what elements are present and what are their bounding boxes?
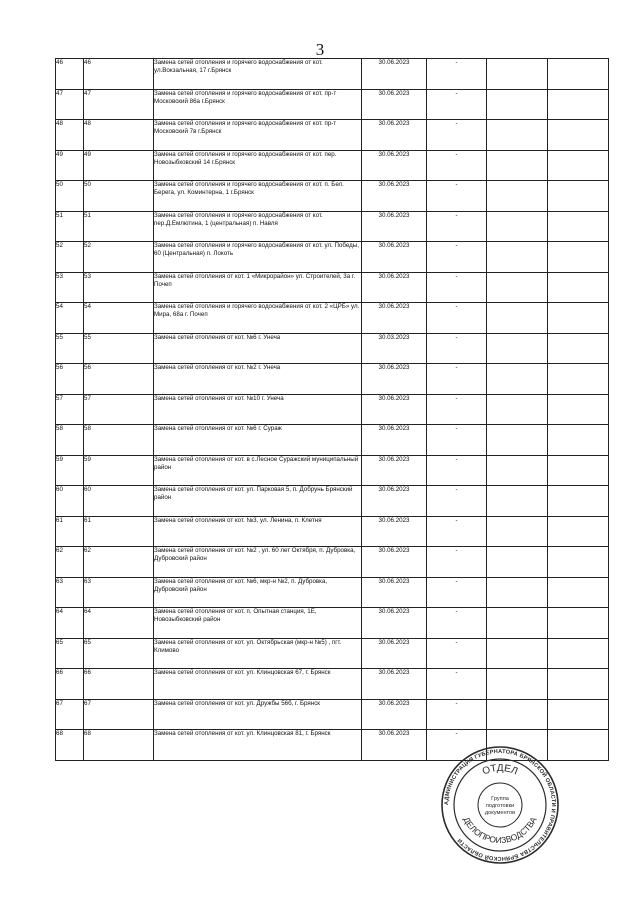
row-subnumber: 47 [84, 89, 154, 120]
row-description: Замена сетей отопления от кот. №6 г. Сураж [154, 425, 362, 456]
row-date: 30.06.2023 [362, 577, 427, 608]
row-empty-cell [487, 59, 548, 90]
row-value: - [427, 181, 487, 212]
row-empty-cell [487, 638, 548, 669]
row-value: - [427, 89, 487, 120]
table-row [56, 516, 609, 547]
row-date: 30.06.2023 [362, 486, 427, 517]
row-subnumber: 65 [84, 638, 154, 669]
row-empty-cell [487, 89, 548, 120]
row-subnumber: 52 [84, 242, 154, 273]
row-description: Замена сетей отопления и горячего водоснабжения от кот. пр-т Московский 7в г.Брянск [154, 120, 362, 151]
stamp-arc-bottom: ДЕЛОПРОИЗВОДСТВА [461, 815, 539, 846]
stamp-ring-text: АДМИНИСТРАЦИЯ ГУБЕРНАТОРА БРЯНСКОЙ ОБЛАСТИ И ПРАВИТЕЛЬСТВА БРЯНСКОЙ ОБЛАСТИ [443, 748, 557, 862]
table-row [56, 364, 609, 395]
row-number: 50 [56, 181, 84, 212]
row-number: 58 [56, 425, 84, 456]
row-value: - [427, 59, 487, 90]
row-date: 30.03.2023 [362, 333, 427, 364]
table-row [56, 486, 609, 517]
row-empty-cell [548, 425, 609, 456]
table-row [56, 120, 609, 151]
row-number: 60 [56, 486, 84, 517]
row-description: Замена сетей отопления и горячего водоснабжения от кот. пер.Д.Емлютина, 1 (центральная) п. Навля [154, 211, 362, 242]
row-number: 67 [56, 699, 84, 730]
row-date: 30.06.2023 [362, 547, 427, 578]
row-empty-cell [487, 364, 548, 395]
row-date: 30.06.2023 [362, 516, 427, 547]
row-date: 30.06.2023 [362, 120, 427, 151]
row-description: Замена сетей отопления от кот. 1 «Микрорайон» ул. Строителей, 3а г. Почеп [154, 272, 362, 303]
row-value: - [427, 730, 487, 761]
row-description: Замена сетей отопления от кот. ул. Клинцовская 67, г. Брянск [154, 669, 362, 700]
row-description: Замена сетей отопления и горячего водоснабжения от кот. п. Бел. Берега, ул. Коминтерна, 1 г.Брянск [154, 181, 362, 212]
table-row [56, 333, 609, 364]
row-subnumber: 58 [84, 425, 154, 456]
row-subnumber: 62 [84, 547, 154, 578]
row-date: 30.06.2023 [362, 455, 427, 486]
row-description: Замена сетей отопления и горячего водоснабжения от кот. пр-т Московский 86а г.Брянск [154, 89, 362, 120]
table-row [56, 303, 609, 334]
row-empty-cell [487, 608, 548, 639]
row-date: 30.06.2023 [362, 242, 427, 273]
row-empty-cell [548, 364, 609, 395]
row-number: 53 [56, 272, 84, 303]
row-value: - [427, 486, 487, 517]
row-subnumber: 53 [84, 272, 154, 303]
row-value: - [427, 699, 487, 730]
row-description: Замена сетей отопления от кот. №6 г. Унеча [154, 333, 362, 364]
row-date: 30.06.2023 [362, 730, 427, 761]
row-value: - [427, 242, 487, 273]
row-empty-cell [548, 516, 609, 547]
row-empty-cell [487, 211, 548, 242]
row-empty-cell [548, 455, 609, 486]
row-subnumber: 56 [84, 364, 154, 395]
row-subnumber: 50 [84, 181, 154, 212]
row-date: 30.06.2023 [362, 699, 427, 730]
row-subnumber: 59 [84, 455, 154, 486]
table-row [56, 455, 609, 486]
row-empty-cell [487, 547, 548, 578]
row-empty-cell [548, 120, 609, 151]
row-value: - [427, 577, 487, 608]
row-value: - [427, 516, 487, 547]
row-empty-cell [487, 577, 548, 608]
stamp-arc-top: ОТДЕЛ [480, 762, 520, 778]
row-description: Замена сетей отопления и горячего водоснабжения от кот. пер. Новозыбковский 14 г.Брянск [154, 150, 362, 181]
row-number: 47 [56, 89, 84, 120]
row-description: Замена сетей отопления от кот. ул. Парковая 5, п. Добрунь Брянский район [154, 486, 362, 517]
row-subnumber: 48 [84, 120, 154, 151]
table-row [56, 425, 609, 456]
row-value: - [427, 120, 487, 151]
row-empty-cell [487, 150, 548, 181]
row-description: Замена сетей отопления от кот. №2 , ул. 60 лет Октября, п. Дубровка, Дубровский район [154, 547, 362, 578]
row-value: - [427, 303, 487, 334]
table-row [56, 608, 609, 639]
row-description: Замена сетей отопления от кот. ул. Октябрьская (мкр-н №5) , пгт. Климово [154, 638, 362, 669]
row-number: 66 [56, 669, 84, 700]
row-empty-cell [487, 394, 548, 425]
row-value: - [427, 364, 487, 395]
row-number: 56 [56, 364, 84, 395]
row-empty-cell [548, 608, 609, 639]
row-empty-cell [487, 272, 548, 303]
row-date: 30.06.2023 [362, 181, 427, 212]
table-row [56, 638, 609, 669]
row-empty-cell [487, 669, 548, 700]
row-subnumber: 63 [84, 577, 154, 608]
row-empty-cell [548, 547, 609, 578]
row-number: 46 [56, 59, 84, 90]
page-number: 3 [315, 40, 325, 59]
row-value: - [427, 211, 487, 242]
table-row [56, 181, 609, 212]
row-subnumber: 61 [84, 516, 154, 547]
table-row [56, 669, 609, 700]
row-empty-cell [487, 242, 548, 273]
row-description: Замена сетей отопления и горячего водоснабжения от кот. ул.Вокзальная, 17 г.Брянск [154, 59, 362, 90]
row-value: - [427, 272, 487, 303]
row-number: 68 [56, 730, 84, 761]
table-row [56, 211, 609, 242]
row-date: 30.06.2023 [362, 608, 427, 639]
row-empty-cell [487, 303, 548, 334]
row-description: Замена сетей отопления от кот. ул. Дружбы 56б, г. Брянск [154, 699, 362, 730]
row-subnumber: 49 [84, 150, 154, 181]
row-empty-cell [548, 89, 609, 120]
row-subnumber: 55 [84, 333, 154, 364]
stamp-center-line-2: подготовки [485, 803, 515, 809]
row-empty-cell [548, 211, 609, 242]
row-description: Замена сетей отопления от кот. в с.Лесное Суражский муниципальный район [154, 455, 362, 486]
row-empty-cell [548, 699, 609, 730]
table-body [56, 59, 609, 761]
row-date: 30.06.2023 [362, 150, 427, 181]
row-empty-cell [548, 638, 609, 669]
table-row [56, 547, 609, 578]
row-value: - [427, 638, 487, 669]
row-number: 62 [56, 547, 84, 578]
row-date: 30.06.2023 [362, 272, 427, 303]
row-value: - [427, 394, 487, 425]
row-description: Замена сетей отопления и горячего водоснабжения от кот. 2 «ЦРБ» ул. Мира, 68а г. Почеп [154, 303, 362, 334]
stamp-center-line-1: Группа [491, 796, 509, 802]
row-empty-cell [548, 181, 609, 212]
row-value: - [427, 669, 487, 700]
row-date: 30.06.2023 [362, 638, 427, 669]
row-description: Замена сетей отопления от кот. №6, мкр-н №2, п. Дубровка, Дубровский район [154, 577, 362, 608]
table-row [56, 577, 609, 608]
row-number: 48 [56, 120, 84, 151]
row-subnumber: 51 [84, 211, 154, 242]
row-empty-cell [487, 486, 548, 517]
row-empty-cell [487, 181, 548, 212]
row-description: Замена сетей отопления и горячего водоснабжения от кот. ул. Победы, 60 (Центральная) п. Локоть [154, 242, 362, 273]
official-stamp [440, 745, 560, 865]
row-empty-cell [487, 516, 548, 547]
row-empty-cell [548, 59, 609, 90]
row-subnumber: 54 [84, 303, 154, 334]
row-empty-cell [548, 577, 609, 608]
row-date: 30.06.2023 [362, 211, 427, 242]
row-subnumber: 67 [84, 699, 154, 730]
row-empty-cell [487, 455, 548, 486]
row-number: 63 [56, 577, 84, 608]
table-row [56, 89, 609, 120]
row-subnumber: 46 [84, 59, 154, 90]
row-date: 30.06.2023 [362, 669, 427, 700]
row-description: Замена сетей отопления от кот. №3, ул. Ленина, п. Клетня [154, 516, 362, 547]
row-number: 54 [56, 303, 84, 334]
row-empty-cell [487, 425, 548, 456]
table-row [56, 150, 609, 181]
row-date: 30.06.2023 [362, 89, 427, 120]
row-description: Замена сетей отопления от кот. №2 г. Унеча [154, 364, 362, 395]
row-description: Замена сетей отопления от кот. ул. Клинцовская 81, г. Брянск [154, 730, 362, 761]
row-empty-cell [548, 669, 609, 700]
table-row [56, 699, 609, 730]
row-subnumber: 64 [84, 608, 154, 639]
row-number: 61 [56, 516, 84, 547]
row-date: 30.06.2023 [362, 59, 427, 90]
table-row [56, 242, 609, 273]
works-table [55, 58, 609, 761]
row-empty-cell [548, 242, 609, 273]
row-number: 51 [56, 211, 84, 242]
row-value: - [427, 425, 487, 456]
row-date: 30.06.2023 [362, 303, 427, 334]
row-number: 49 [56, 150, 84, 181]
table-row [56, 272, 609, 303]
stamp-center-line-3: документов [484, 810, 516, 816]
row-empty-cell [548, 303, 609, 334]
row-subnumber: 60 [84, 486, 154, 517]
row-value: - [427, 608, 487, 639]
row-value: - [427, 333, 487, 364]
row-empty-cell [548, 272, 609, 303]
row-value: - [427, 150, 487, 181]
row-subnumber: 68 [84, 730, 154, 761]
row-empty-cell [548, 486, 609, 517]
row-empty-cell [548, 394, 609, 425]
row-number: 52 [56, 242, 84, 273]
row-empty-cell [487, 120, 548, 151]
row-empty-cell [548, 150, 609, 181]
row-description: Замена сетей отопления от кот. №10 г. Унеча [154, 394, 362, 425]
table-row [56, 394, 609, 425]
row-empty-cell [487, 699, 548, 730]
row-number: 57 [56, 394, 84, 425]
row-empty-cell [487, 333, 548, 364]
row-number: 59 [56, 455, 84, 486]
row-subnumber: 66 [84, 669, 154, 700]
row-value: - [427, 547, 487, 578]
row-date: 30.06.2023 [362, 425, 427, 456]
row-description: Замена сетей отопления от кот. п. Опытная станция, 1Е, Новозыбковский район [154, 608, 362, 639]
row-number: 65 [56, 638, 84, 669]
row-date: 30.06.2023 [362, 364, 427, 395]
row-empty-cell [548, 333, 609, 364]
row-subnumber: 57 [84, 394, 154, 425]
row-number: 55 [56, 333, 84, 364]
row-value: - [427, 455, 487, 486]
table-row [56, 59, 609, 90]
row-date: 30.06.2023 [362, 394, 427, 425]
row-number: 64 [56, 608, 84, 639]
